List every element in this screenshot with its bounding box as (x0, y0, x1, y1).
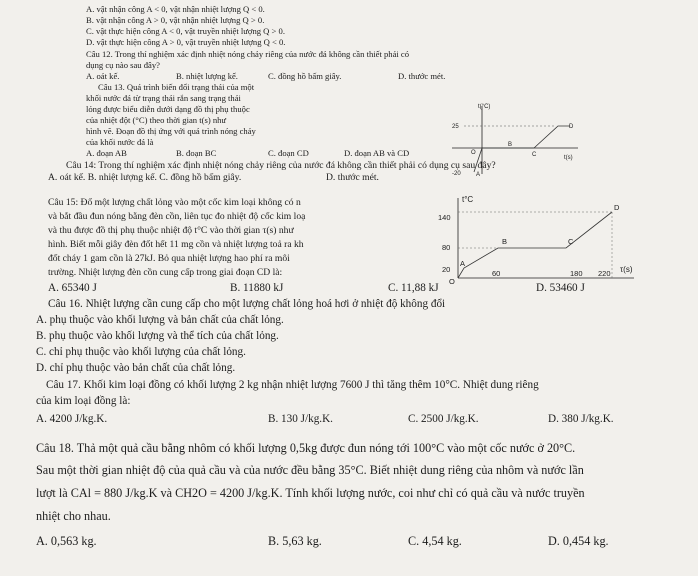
q15-option-d: D. 53460 J (536, 282, 585, 294)
q16-option-a: A. phụ thuộc vào khối lượng và bản chất của chất lỏng. (36, 314, 284, 326)
q15-stem-line-2: và bắt đầu đun nóng bằng đèn cồn, liên tục đo nhiệt độ cốc kim loạ (48, 211, 306, 222)
graph2-point-b: B (502, 237, 508, 246)
graph2-curve (458, 212, 612, 278)
graph1-point-b: B (508, 142, 513, 148)
q15-option-b: B. 11880 kJ (230, 282, 284, 294)
q18-stem-line-4: nhiệt cho nhau. (36, 509, 111, 523)
q14-option-d: D. thước mét. (326, 172, 379, 183)
q17-stem-line-2: của kim loại đồng là: (36, 395, 131, 407)
q18-option-b: B. 5,63 kg. (268, 534, 322, 548)
q18-stem-line-1: Câu 18. Thả một quả cầu bằng nhôm có khối lượng 0,5kg được đun nóng tới 100°C vào một cốc nước ở 20°C. (36, 441, 576, 455)
graph2-y-label: t°C (462, 195, 474, 204)
graph1-point-a: A (476, 172, 481, 178)
graph2-origin: O (449, 277, 455, 286)
graph1-point-c: C (532, 152, 537, 158)
q15-stem-line-1: Câu 15: Đổ một lượng chất lỏng vào một cốc kim loại không có n (48, 197, 301, 208)
q17-option-b: B. 130 J/kg.K. (268, 413, 333, 425)
q15-option-c: C. 11,88 kJ (388, 282, 439, 294)
q12-option-c: C. đồng hồ bấm giây. (268, 71, 342, 81)
q13-stem-line-6: của khối nước đá là (86, 137, 154, 147)
q15-stem-line-6: trường. Nhiệt lượng đèn cồn cung cấp trong giai đoạn CD là: (48, 267, 283, 278)
q13-stem-line-3: lỏng được biểu diễn dưới dạng đồ thị phụ thuộc (86, 104, 250, 114)
q18-stem-line-2: Sau một thời gian nhiệt độ của quả cầu và của nước đều bằng 35°C. Biết nhiệt dung riêng của nhôm và nước lần (36, 463, 584, 477)
q13-option-d: D. đoạn AB và CD (344, 148, 410, 158)
q15-stem-line-5: đốt cháy 1 gam cồn là 27kJ. Bỏ qua nhiệt lượng hao phí ra môi (48, 253, 290, 264)
top-option-c: C. vật thực hiện công A < 0, vật truyền nhiệt lượng Q > 0. (86, 26, 285, 36)
q13-stem-line-4: của nhiệt đột (°C) theo thời gian t(s) như (86, 115, 227, 125)
graph1-x-label: t(s) (564, 155, 573, 161)
graph1-y-label: t(°C) (478, 104, 491, 110)
graph2-point-c: C (568, 237, 574, 246)
q16-stem: Câu 16. Nhiệt lượng cần cung cấp cho một lượng chất lỏng hoá hơi ở nhiệt độ không đổi (48, 298, 446, 310)
graph2-tick-80: 80 (442, 243, 451, 252)
q15-stem-line-3: và thu được đồ thị phụ thuộc nhiệt độ t°C vào thời gian τ(s) như (48, 225, 294, 236)
top-option-a: A. vật nhận công A < 0, vật nhận nhiệt lượng Q < 0. (86, 4, 265, 14)
q16-option-d: D. chỉ phụ thuộc vào bản chất của chất lỏng. (36, 362, 236, 374)
q13-option-b: B. đoạn BC (176, 148, 217, 158)
q12-option-b: B. nhiệt lượng kế. (176, 71, 238, 81)
q17-stem-line-1: Câu 17. Khối kim loại đồng có khối lượng 2 kg nhận nhiệt lượng 7600 J thì tăng thêm 10°C. Nhiệt dung riêng (46, 379, 539, 391)
graph1-point-d: D (569, 124, 574, 130)
graph2-x-label: τ(s) (620, 265, 633, 274)
q12-stem-line-2: dụng cụ nào sau đây? (86, 60, 160, 70)
graph1-tick-25: 25 (452, 124, 459, 130)
graph1-tick-neg20: -20 (452, 171, 461, 177)
graph2-tick-60: 60 (492, 269, 501, 278)
q12-option-a: A. oát kế. (86, 71, 120, 81)
q17-option-d: D. 380 J/kg.K. (548, 413, 614, 425)
graph1-origin: O (471, 150, 476, 156)
q13-stem-line-1: Câu 13. Quá trình biến đổi trạng thái của một (98, 82, 255, 92)
q13-stem-line-5: hình vẽ. Đoạn đồ thị ứng với quá trình nóng chảy (86, 126, 256, 136)
q18-option-d: D. 0,454 kg. (548, 534, 609, 548)
graph2-point-d: D (614, 203, 620, 212)
q14-options: A. oát kế. B. nhiệt lượng kế. C. đồng hồ bấm giây. (48, 172, 242, 183)
graph2-point-a: A (460, 259, 466, 268)
q15-option-a: A. 65340 J (48, 282, 97, 294)
graph2-tick-20: 20 (442, 265, 451, 274)
graph2-tick-140: 140 (438, 213, 451, 222)
top-option-d: D. vật thực hiện công A > 0, vật truyền nhiệt lượng Q < 0. (86, 37, 286, 47)
q12-stem-line-1: Câu 12. Trong thí nghiệm xác định nhiệt nóng chảy riêng của nước đá không cần thiết phải có (86, 49, 410, 59)
q16-option-b: B. phụ thuộc vào khối lượng và thể tích của chất lỏng. (36, 330, 279, 342)
q16-option-c: C. chỉ phụ thuộc vào khối lượng của chất lỏng. (36, 346, 246, 358)
q18-stem-line-3: lượt là CAl = 880 J/kg.K và CH2O = 4200 J/kg.K. Tính khối lượng nước, coi như chỉ có quả cầu và nước truyền (36, 486, 585, 500)
q13-option-a: A. đoạn AB (86, 148, 127, 158)
q17-option-a: A. 4200 J/kg.K. (36, 413, 108, 425)
top-option-b: B. vật nhận công A > 0, vật nhận nhiệt lượng Q > 0. (86, 15, 265, 25)
q18-option-c: C. 4,54 kg. (408, 534, 462, 548)
q18-option-a: A. 0,563 kg. (36, 534, 97, 548)
q14-stem: Câu 14: Trong thí nghiệm xác định nhiệt nóng chảy riêng của nước đá không cần thiết phải có dụng cụ sau đây? (66, 160, 496, 171)
q15-stem-line-4: hình. Biết mỗi giây đèn đốt hết 11 mg cồn và nhiệt lượng toả ra kh (48, 239, 304, 250)
q17-option-c: C. 2500 J/kg.K. (408, 413, 479, 425)
graph2-tick-180: 180 (570, 269, 583, 278)
graph2-tick-220: 220 (598, 269, 611, 278)
q12-option-d: D. thước mét. (398, 71, 446, 81)
q13-stem-line-2: khối nước đá từ trạng thái rắn sang trạng thái (86, 93, 241, 103)
heating-graph (434, 190, 644, 286)
q13-option-c: C. đoạn CD (268, 148, 309, 158)
